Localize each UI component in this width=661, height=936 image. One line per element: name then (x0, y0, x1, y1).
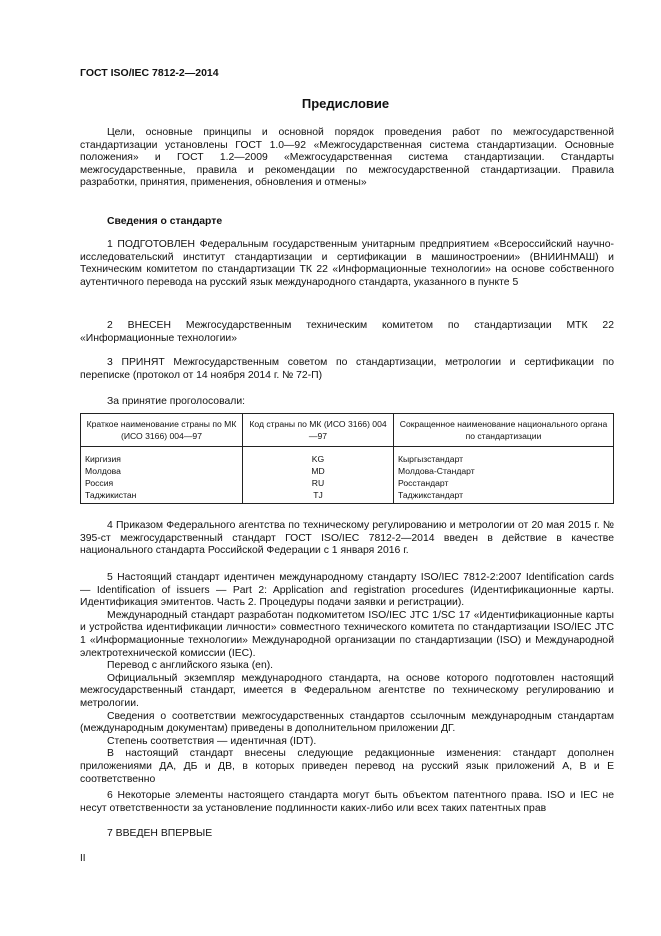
vote-label-text: За принятие проголосовали: (107, 396, 246, 407)
item-5-degree: Степень соответствия — идентичная (IDT). (107, 735, 317, 747)
table-row (81, 447, 614, 466)
document-header: ГОСТ ISO/IEC 7812-2—2014 (80, 67, 219, 79)
section-heading-text: Сведения о стандарте (107, 216, 223, 227)
cell-country: Таджикистан (81, 489, 243, 504)
item-5-text: 5 Настоящий стандарт идентичен международному стандарту ISO/IEC 7812-2:2007 Identification cards — Identification of issuers — Part 2: Application and registration procedures (Идентификационные карты. Идентификация эмитентов. Часть 2. Процедуры подачи заявки и регистрации). (80, 572, 614, 609)
cell-body: Росстандарт (394, 477, 614, 489)
page-number: II (80, 853, 86, 864)
item-7 (80, 828, 614, 841)
item-3-text: 3 ПРИНЯТ Межгосударственным советом по стандартизации, метрологии и сертификации по переписке (протокол от 14 ноября 2014 г. № 72-П) (80, 357, 614, 381)
table-row (81, 489, 614, 504)
table-row (81, 477, 614, 489)
cell-country: Молдова (81, 465, 243, 477)
cell-code: MD (243, 465, 394, 477)
vote-label (80, 396, 614, 409)
cell-code: RU (243, 477, 394, 489)
page-title: Предисловие (301, 96, 390, 111)
cell-code: TJ (243, 489, 394, 504)
item-5-developer: Международный стандарт разработан подкомитетом ISO/IEC JTC 1/SC 17 «Идентификационные карты и устройства идентификации личности» совместного технического комитета по стандартизации ISO/IEC JTC 1 «Информационные технологии» Международной организации по стандартизации (ISO) и Международной электротехнической комиссии (IEC). (80, 609, 614, 659)
item-5 (80, 572, 614, 786)
item-4 (80, 520, 614, 558)
item-5-official-copy: Официальный экземпляр международного стандарта, на основе которого подготовлен настоящий межгосударственный стандарт, имеется в Федеральном агентстве по техническому регулированию и метрологии. (80, 672, 614, 709)
item-2 (80, 320, 614, 345)
header-country: Краткое наименование страны по МК (ИСО 3166) 004—97 (81, 414, 243, 447)
item-6-text: 6 Некоторые элементы настоящего стандарта могут быть объектом патентного права. ISO и IEC не несут ответственности за установление подлинности каких-либо или всех таких патентных прав (80, 790, 614, 814)
item-7-text: 7 ВВЕДЕН ВПЕРВЫЕ (107, 828, 213, 839)
item-5-references: Сведения о соответствии межгосударственных стандартов ссылочным международным стандартам (международным документам) приведены в дополнительном приложении ДГ. (80, 710, 614, 735)
item-5-translation: Перевод с английского языка (en). (107, 660, 274, 672)
cell-country: Киргизия (81, 447, 243, 466)
cell-body: Таджикстандарт (394, 489, 614, 504)
cell-body: Кыргызстандарт (394, 447, 614, 466)
table-row (81, 465, 614, 477)
intro-paragraph (80, 127, 614, 190)
item-3 (80, 357, 614, 382)
table-header-row (81, 414, 614, 447)
cell-country: Россия (81, 477, 243, 489)
header-body: Сокращенное наименование национального органа по стандартизации (394, 414, 614, 447)
cell-code: KG (243, 447, 394, 466)
item-6 (80, 790, 614, 815)
header-code: Код страны по МК (ИСО 3166) 004—97 (243, 414, 394, 447)
item-1 (80, 239, 614, 289)
item-5-changes: В настоящий стандарт внесены следующие редакционные изменения: стандарт дополнен приложениями ДА, ДБ и ДВ, в которых приведен перевод на русский язык приложений А, В и Е соответственно (80, 748, 614, 785)
voting-table (80, 413, 614, 504)
section-heading (80, 216, 614, 229)
cell-body: Молдова-Стандарт (394, 465, 614, 477)
item-4-text: 4 Приказом Федерального агентства по техническому регулированию и метрологии от 20 мая 2015 г. № 395-ст межгосударственный стандарт ГОСТ ISO/IEC 7812-2—2014 введен в действие в качестве национального стандарта Российской Федерации с 1 января 2016 г. (80, 520, 614, 557)
intro-text: Цели, основные принципы и основной порядок проведения работ по межгосударственной стандартизации установлены ГОСТ 1.0—92 «Межгосударственная система стандартизации. Основные положения» и ГОСТ 1.2—2009 «Межгосударственная система стандартизации. Стандарты межгосударственные, правила и рекомендации по межгосударственной стандартизации. Правила разработки, принятия, применения, обновления и отмены» (80, 127, 614, 189)
item-2-text: 2 ВНЕСЕН Межгосударственным техническим комитетом по стандартизации МТК 22 «Информационные технологии» (80, 320, 614, 344)
item-1-text: 1 ПОДГОТОВЛЕН Федеральным государственным унитарным предприятием «Всероссийский научно-исследовательский институт стандартизации и сертификации в машиностроении» (ВНИИНМАШ) и Техническим комитетом по стандартизации ТК 22 «Информационные технологии» на основе собственного аутентичного перевода на русский язык международного стандарта, указанного в пункте 5 (80, 239, 614, 288)
